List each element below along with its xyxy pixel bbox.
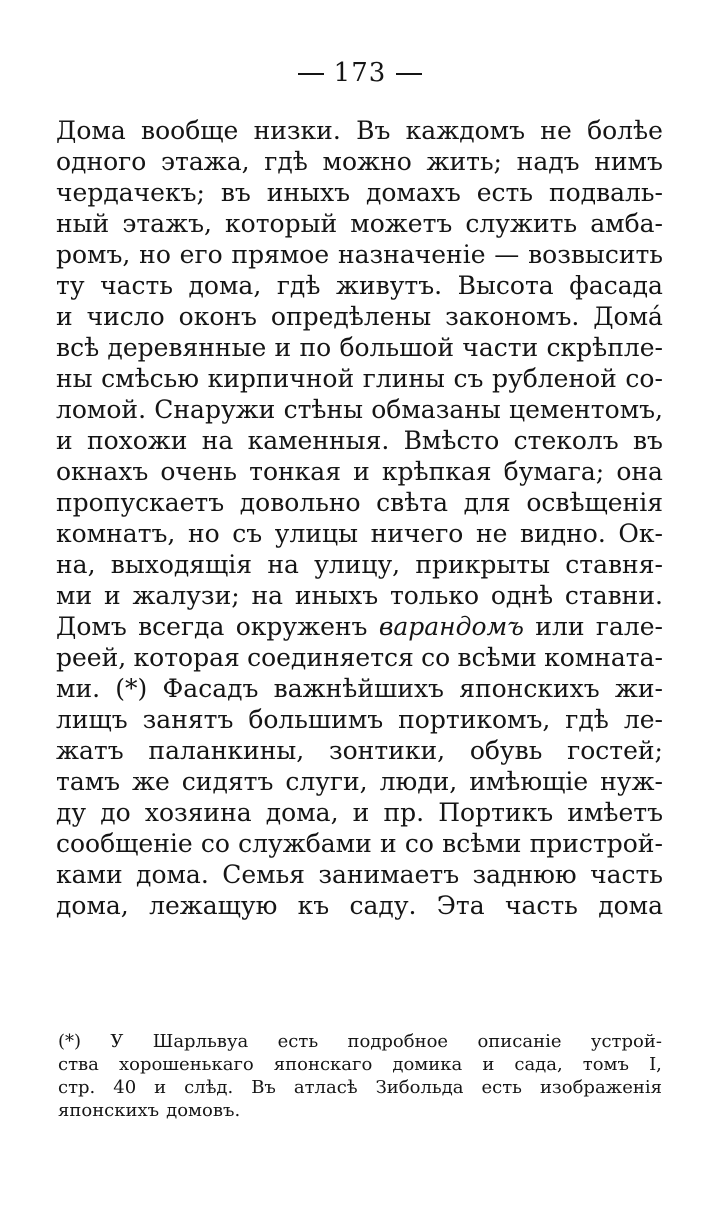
body-text-line: [56, 456, 663, 487]
word: стр.: [58, 1077, 96, 1098]
page-number: 173: [333, 58, 387, 88]
word: окнахъ: [56, 457, 149, 486]
word: или: [535, 612, 585, 641]
word: число: [86, 302, 165, 331]
word: занятъ: [142, 705, 234, 734]
word: тонкая: [249, 457, 341, 486]
word: по: [299, 333, 332, 362]
word: и: [274, 333, 292, 362]
word: фасада: [569, 271, 663, 300]
word: гостей;: [567, 736, 663, 765]
body-text-line: [56, 890, 663, 921]
word: улицы: [274, 519, 358, 548]
word: на: [251, 581, 284, 610]
word: есть: [481, 1077, 522, 1098]
word: съ: [232, 519, 263, 548]
word: домахъ: [365, 178, 461, 207]
word: нимъ: [594, 147, 663, 176]
word: есть: [476, 178, 533, 207]
main-text-block: [56, 115, 663, 921]
word: занимаетъ: [318, 860, 460, 889]
word: ками: [56, 860, 123, 889]
word: есть: [277, 1031, 319, 1052]
word: ле-: [623, 705, 663, 734]
word: на: [267, 550, 299, 579]
body-text-line: [56, 518, 663, 549]
body-text-line: [56, 611, 663, 642]
word: вообще: [141, 116, 239, 145]
word: видно.: [520, 519, 606, 548]
word: ломой.: [56, 395, 147, 424]
word: въ: [632, 426, 663, 455]
word: подваль-: [548, 178, 663, 207]
word: дома,: [56, 891, 129, 920]
word: и: [56, 426, 73, 455]
word: до: [100, 798, 131, 827]
word: который: [225, 209, 338, 238]
word: хозяина: [144, 798, 252, 827]
word: улицу,: [314, 550, 401, 579]
body-text-line: [56, 797, 663, 828]
word: амба-: [590, 209, 663, 238]
word: и: [154, 1077, 167, 1098]
word: гдѣ: [264, 147, 308, 176]
word: этажъ,: [122, 209, 212, 238]
word: Вмѣсто: [403, 426, 500, 455]
word: сообщеніе: [56, 829, 193, 858]
word: жи-: [614, 674, 663, 703]
word: изображенія: [539, 1077, 662, 1098]
word: портикомъ,: [398, 705, 551, 734]
word: съ: [453, 364, 484, 393]
word: этажа,: [161, 147, 250, 176]
word: жалузи;: [132, 581, 240, 610]
body-text-line: [56, 704, 663, 735]
word: не: [540, 116, 572, 145]
word: ства: [58, 1054, 99, 1075]
word: части: [462, 333, 539, 362]
word: которая: [133, 643, 240, 672]
word: каменныя.: [247, 426, 390, 455]
word: его: [179, 240, 223, 269]
word: большой: [339, 333, 455, 362]
word: для: [463, 488, 511, 517]
body-text-line: [56, 208, 663, 239]
word: дома.: [136, 860, 209, 889]
body-text-line: [56, 239, 663, 270]
word: пропускаетъ: [56, 488, 225, 517]
word: Портикъ: [438, 798, 554, 827]
word: реей,: [56, 643, 127, 672]
word: комната-: [544, 643, 663, 672]
word: всѣми: [442, 829, 522, 858]
word: слѣд.: [184, 1077, 234, 1098]
word: назначеніе: [337, 240, 486, 269]
word: пр.: [383, 798, 425, 827]
word: часть: [504, 891, 578, 920]
word: не: [475, 519, 508, 548]
word: къ: [297, 891, 330, 920]
word: со: [200, 829, 230, 858]
word: чердачекъ;: [56, 178, 205, 207]
word: иныхъ: [266, 178, 351, 207]
word: можетъ: [350, 209, 453, 238]
word: и: [352, 798, 370, 827]
word: имѣетъ: [567, 798, 663, 827]
word: лищъ: [56, 705, 128, 734]
body-text-line: [56, 859, 663, 890]
word: смѣсью: [101, 364, 200, 393]
word: сада,: [514, 1054, 563, 1075]
word: Снаружи: [154, 395, 276, 424]
footnote-line: [58, 1053, 662, 1076]
word: японскихъ: [459, 674, 600, 703]
body-text-line: [56, 301, 663, 332]
word: ничего: [370, 519, 464, 548]
word: цементомъ,: [509, 395, 663, 424]
word: заднюю: [472, 860, 577, 889]
word: выходящія: [110, 550, 253, 579]
footnote-block: [58, 1030, 662, 1122]
word: Въ: [356, 116, 391, 145]
word: болѣе: [587, 116, 663, 145]
word: со-: [625, 364, 663, 393]
word: ми.: [56, 674, 101, 703]
word: глины: [362, 364, 445, 393]
word: устрой-: [590, 1031, 662, 1052]
word: Фасадъ: [162, 674, 259, 703]
word: Семья: [222, 860, 305, 889]
body-text-line: [56, 673, 663, 704]
word: I,: [649, 1054, 662, 1075]
word: ный: [56, 209, 110, 238]
body-text-line: [56, 270, 663, 301]
word: но: [187, 519, 220, 548]
word: люди,: [379, 767, 458, 796]
word: Въ: [251, 1077, 276, 1098]
word: имѣющіе: [469, 767, 589, 796]
word: дома: [598, 891, 663, 920]
word: одного: [56, 147, 147, 176]
word: Эта: [436, 891, 485, 920]
word: обмазаны: [371, 395, 501, 424]
word: въ: [220, 178, 251, 207]
word: прямое: [231, 240, 330, 269]
word: опредѣлены: [270, 302, 432, 331]
word: Дома: [56, 116, 126, 145]
word: служить: [465, 209, 578, 238]
footnote-line: [58, 1030, 662, 1053]
body-text-line: [56, 332, 663, 363]
body-text-line: [56, 549, 663, 580]
word: каждомъ: [405, 116, 525, 145]
word: всегда: [138, 612, 225, 641]
word: лежащую: [149, 891, 278, 920]
word: 40: [113, 1077, 137, 1098]
word: стеколъ: [513, 426, 619, 455]
word: кирпичной: [207, 364, 355, 393]
word: гале-: [595, 612, 663, 641]
word: и: [353, 457, 370, 486]
word: же: [132, 767, 170, 796]
word: окруженъ: [235, 612, 368, 641]
body-text-line: [56, 115, 663, 146]
word: живутъ.: [335, 271, 443, 300]
right-dash: [396, 73, 422, 75]
word: всѣ: [56, 333, 100, 362]
word: ми: [56, 581, 93, 610]
word: японскихъ: [58, 1100, 160, 1121]
word: Шарльвуа: [152, 1031, 249, 1052]
word: освѣщенія: [526, 488, 663, 517]
word: низки.: [253, 116, 341, 145]
word: службами: [238, 829, 372, 858]
word: ту: [56, 271, 85, 300]
word: слуги,: [285, 767, 368, 796]
word: деревянные: [107, 333, 267, 362]
word: Высота: [457, 271, 554, 300]
word: дома,: [188, 271, 262, 300]
word: зонтики,: [328, 736, 446, 765]
word: часть: [590, 860, 663, 889]
body-text-line: [56, 642, 663, 673]
body-text-line: [56, 425, 663, 456]
word: и: [482, 1054, 495, 1075]
word: иныхъ: [294, 581, 379, 610]
word: Домъ: [56, 612, 127, 641]
word: соединяется: [247, 643, 414, 672]
word: тамъ: [56, 767, 121, 796]
word: нуж-: [600, 767, 663, 796]
word: оконъ: [178, 302, 257, 331]
word: подробное: [347, 1031, 449, 1052]
word: комнатъ,: [56, 519, 176, 548]
word: прикрыты: [415, 550, 550, 579]
body-text-line: [56, 363, 663, 394]
word: гдѣ: [276, 271, 321, 300]
word: томъ: [582, 1054, 630, 1075]
word: и: [103, 581, 121, 610]
word: важнѣйшихъ: [273, 674, 444, 703]
word: крѣпкая: [381, 457, 492, 486]
word: закономъ.: [445, 302, 580, 331]
word: атласѣ: [293, 1077, 358, 1098]
word: со: [404, 829, 434, 858]
word: (*): [58, 1031, 82, 1052]
word: Домá: [593, 302, 663, 331]
word: надъ: [516, 147, 580, 176]
word: варандомъ: [378, 612, 524, 641]
word: паланкины,: [148, 736, 305, 765]
word: пристрой-: [529, 829, 663, 858]
body-text-line: [56, 735, 663, 766]
word: обувь: [469, 736, 543, 765]
word: она: [616, 457, 663, 486]
word: стѣны: [283, 395, 364, 424]
word: ромъ,: [56, 240, 131, 269]
word: японскаго: [273, 1054, 373, 1075]
body-text-line: [56, 487, 663, 518]
word: возвысить: [528, 240, 663, 269]
word: ставни.: [564, 581, 663, 610]
word: со: [421, 643, 451, 672]
word: на: [201, 426, 234, 455]
word: ставня-: [565, 550, 663, 579]
word: очень: [160, 457, 238, 486]
body-text-line: [56, 580, 663, 611]
word: бумага;: [503, 457, 605, 486]
body-text-line: [56, 828, 663, 859]
word: свѣта: [376, 488, 449, 517]
word: У: [110, 1031, 124, 1052]
word: рубленой: [492, 364, 617, 393]
footnote-line: [58, 1099, 662, 1122]
word: саду.: [349, 891, 417, 920]
word: и: [379, 829, 397, 858]
body-text-line: [56, 394, 663, 425]
word: домовъ.: [166, 1100, 241, 1121]
word: Зибольда: [375, 1077, 464, 1098]
word: ны: [56, 364, 93, 393]
word: Ок-: [618, 519, 663, 548]
page-number-header: [0, 58, 720, 88]
body-text-line: [56, 177, 663, 208]
word: на,: [56, 550, 96, 579]
word: часть: [100, 271, 173, 300]
word: ду: [56, 798, 87, 827]
word: дома,: [265, 798, 339, 827]
word: похожи: [86, 426, 188, 455]
word: домика: [392, 1054, 463, 1075]
left-dash: [298, 73, 324, 75]
word: однѣ: [490, 581, 554, 610]
footnote-line: [58, 1076, 662, 1099]
word: всѣми: [457, 643, 537, 672]
word: довольно: [239, 488, 361, 517]
word: гдѣ: [565, 705, 609, 734]
word: жить;: [426, 147, 502, 176]
word: скрѣпле-: [546, 333, 663, 362]
body-text-line: [56, 146, 663, 177]
word: сидятъ: [181, 767, 274, 796]
word: но: [139, 240, 171, 269]
word: описаніе: [477, 1031, 562, 1052]
word: —: [494, 240, 520, 269]
body-text-line: [56, 766, 663, 797]
word: можно: [322, 147, 412, 176]
word: большимъ: [248, 705, 384, 734]
word: и: [56, 302, 73, 331]
word: хорошенькаго: [118, 1054, 254, 1075]
word: жатъ: [56, 736, 124, 765]
word: (*): [115, 674, 148, 703]
word: только: [389, 581, 480, 610]
